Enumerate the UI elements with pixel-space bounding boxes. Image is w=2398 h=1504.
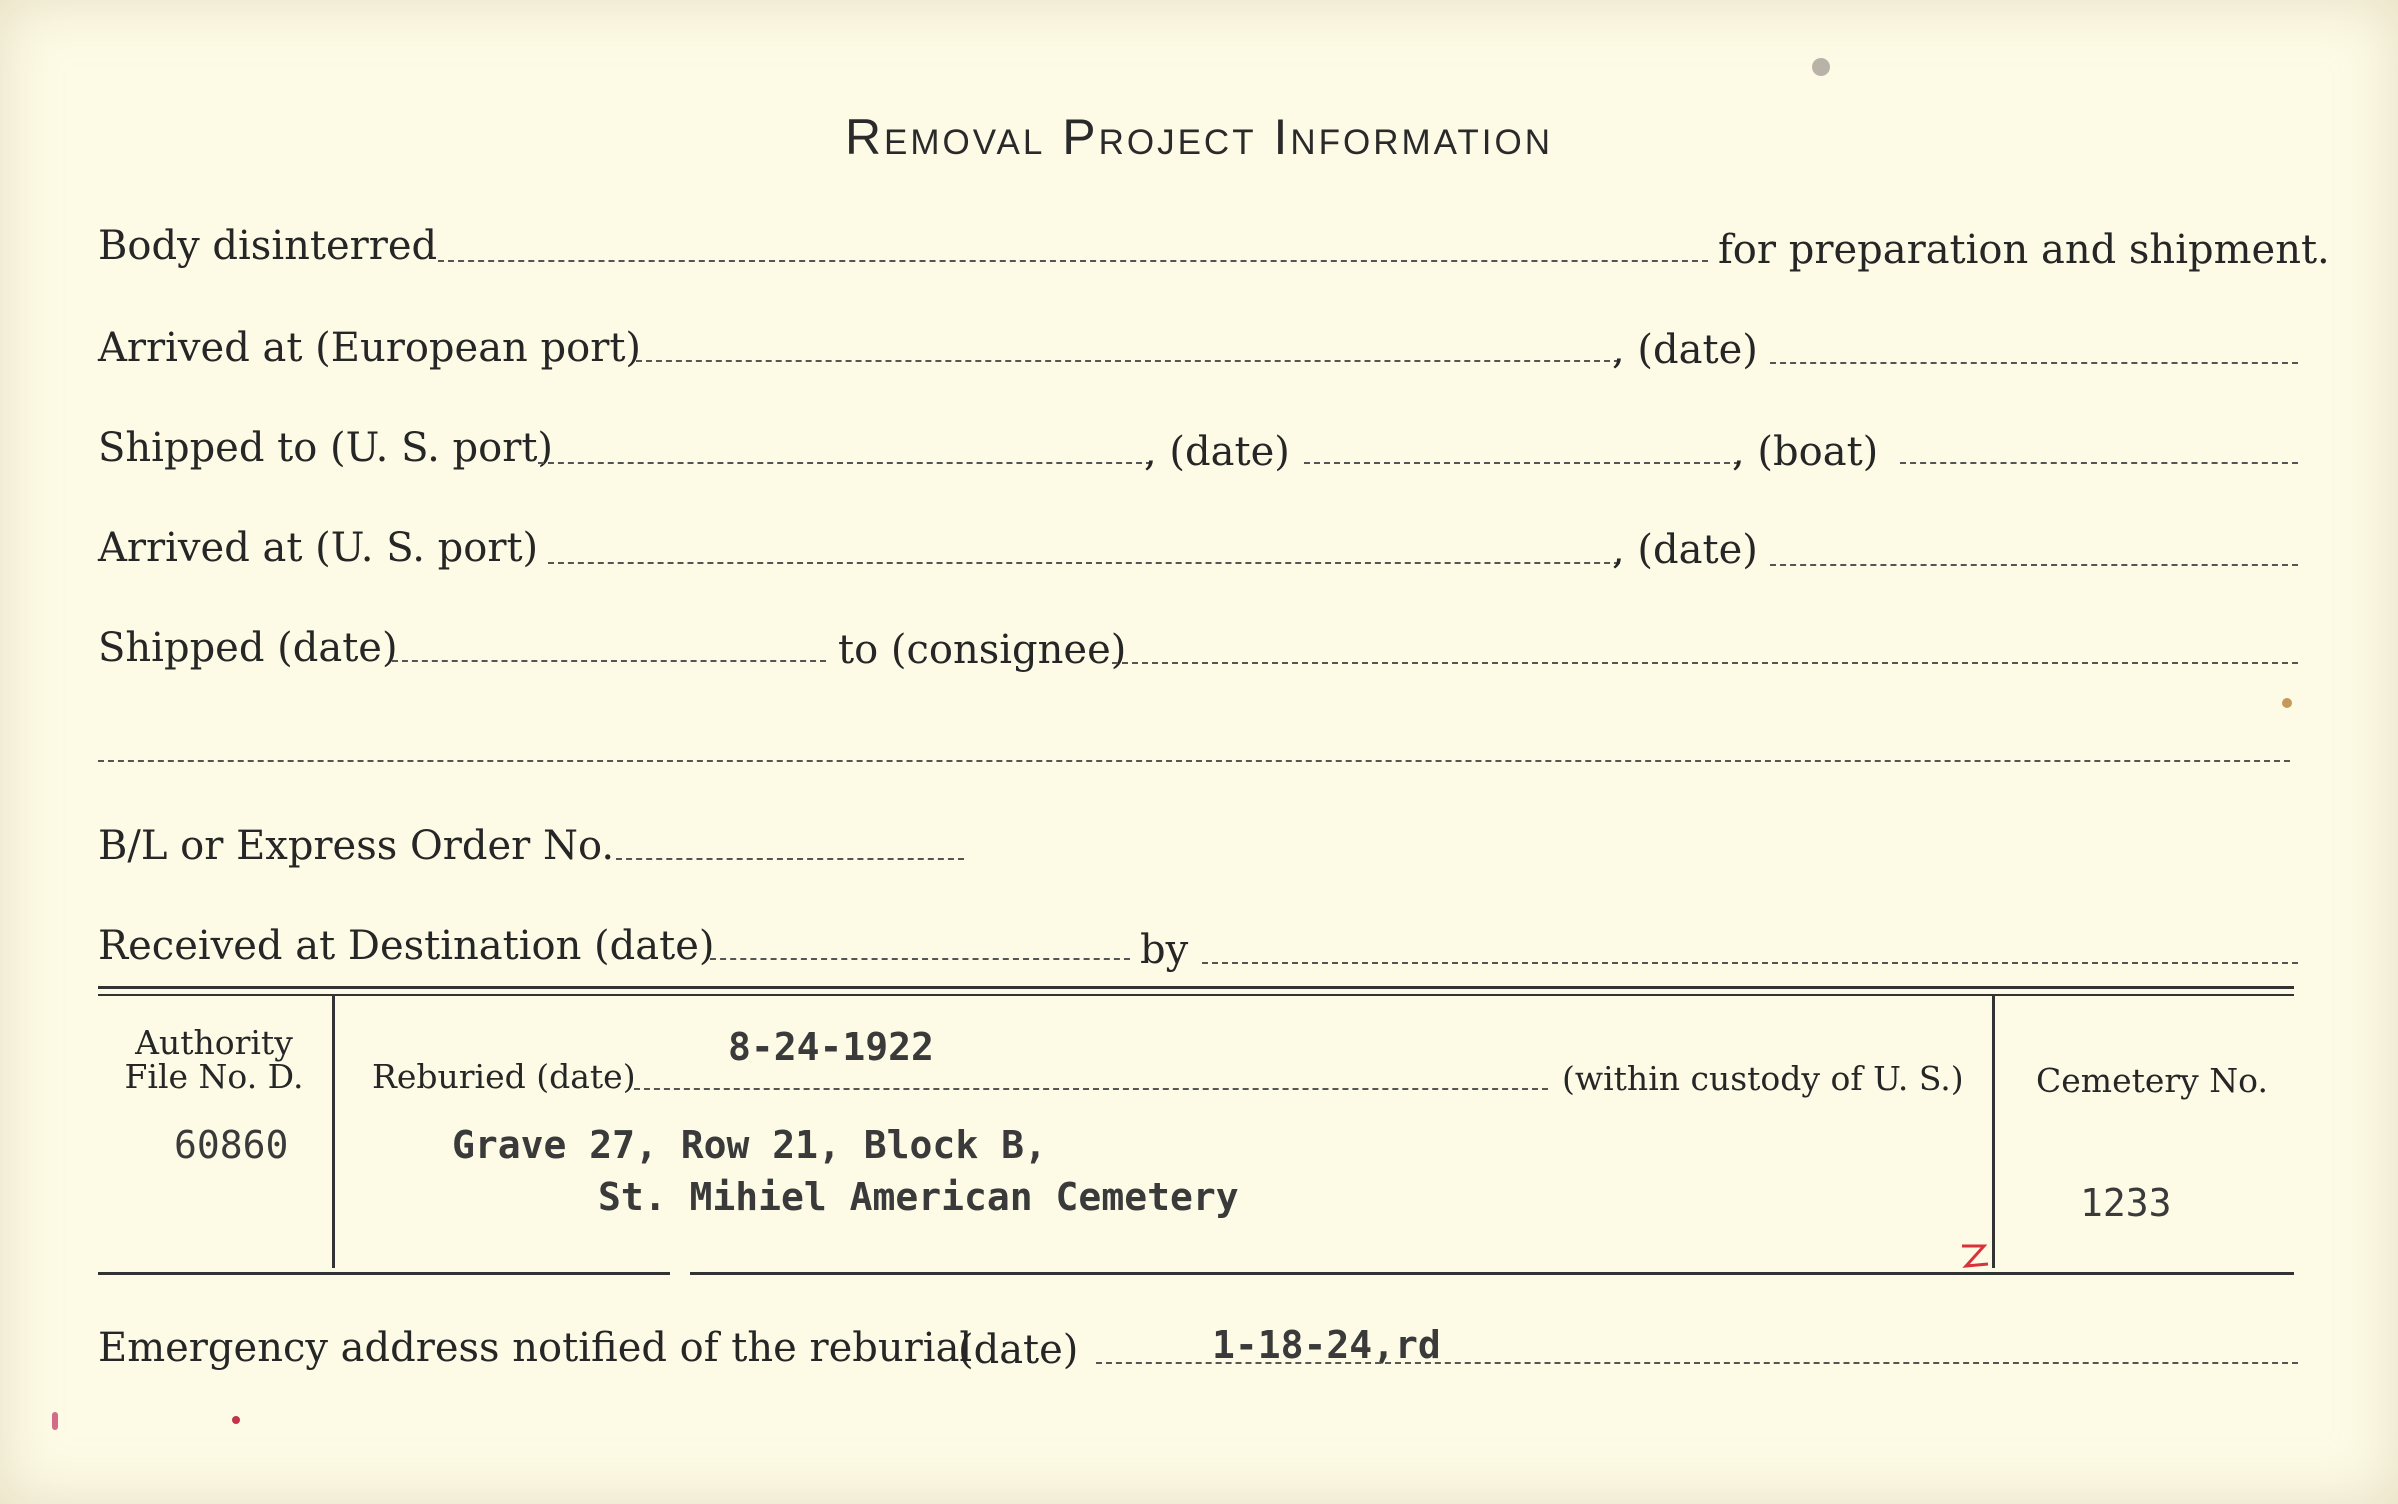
body-disinterred-line: [438, 260, 1708, 262]
received-by-line: [1202, 962, 2298, 964]
shipped-date-line: [392, 660, 826, 662]
received-by-label: by: [1140, 927, 1189, 973]
custody-label: (within custody of U. S.): [1562, 1059, 1964, 1098]
received-label: Received at Destination (date): [98, 923, 715, 969]
arrived-us-label: Arrived at (U. S. port): [98, 525, 539, 571]
cemetery-label: Cemetery No.: [2036, 1061, 2268, 1100]
shipped-us-line: [538, 462, 1152, 464]
arrived-european-line: [636, 360, 1620, 362]
paper-speck: [52, 1412, 58, 1430]
shipped-us-date-line: [1304, 462, 1740, 464]
arrived-european-date-label: , (date): [1612, 327, 1758, 373]
arrived-us-date-label: , (date): [1612, 527, 1758, 573]
bl-order-line: [616, 858, 964, 860]
arrived-european-label: Arrived at (European port): [98, 325, 642, 371]
received-date-line: [710, 958, 1130, 960]
box-bottom-rule-right: [690, 1272, 2294, 1275]
bl-order-label: B/L or Express Order No.: [98, 823, 615, 869]
paper-speck: [232, 1416, 240, 1424]
grave-line-1: Grave 27, Row 21, Block B,: [452, 1123, 1047, 1167]
reburied-line: [634, 1088, 1548, 1090]
red-check-mark: [1958, 1238, 1992, 1272]
consignee-label: to (consignee): [838, 627, 1127, 673]
reburied-date: 8-24-1922: [728, 1025, 934, 1069]
arrived-european-date-line: [1770, 362, 2298, 364]
box-bottom-rule-left: [98, 1272, 670, 1275]
authority-label-line2: File No. D.: [124, 1057, 304, 1096]
box-divider-right: [1992, 996, 1995, 1268]
emergency-label: Emergency address notified of the reburial: [98, 1325, 973, 1371]
authority-label-line1: Authority: [135, 1023, 293, 1062]
emergency-date-label: (date): [958, 1327, 1079, 1373]
emergency-line: [1096, 1362, 2298, 1364]
consignee-line: [1112, 662, 2298, 664]
shipped-us-date-label: , (date): [1144, 429, 1290, 475]
box-divider-left: [332, 996, 335, 1268]
box-top-rule: [98, 986, 2294, 989]
body-disinterred-suffix: for preparation and shipment.: [1718, 227, 2330, 273]
grave-line-2: St. Mihiel American Cemetery: [598, 1175, 1239, 1219]
paper-speck: [2282, 698, 2292, 708]
box-top-rule-inner: [98, 994, 2294, 996]
consignee-continuation-line: [98, 760, 2290, 762]
emergency-date-value: 1-18-24,rd: [1212, 1323, 1441, 1367]
shipped-us-boat-label: , (boat): [1732, 429, 1879, 475]
arrived-us-line: [548, 562, 1620, 564]
paper-speck: [1812, 58, 1830, 76]
body-disinterred-label: Body disinterred: [98, 223, 438, 269]
card-title: Removal Project Information: [844, 109, 1554, 165]
reburied-label: Reburied (date): [372, 1057, 636, 1096]
cemetery-number: 1233: [2080, 1181, 2172, 1225]
shipped-date-label: Shipped (date): [98, 625, 398, 671]
file-number: 60860: [174, 1123, 289, 1167]
shipped-us-label: Shipped to (U. S. port): [98, 425, 553, 471]
arrived-us-date-line: [1770, 564, 2298, 566]
shipped-us-boat-line: [1900, 462, 2298, 464]
